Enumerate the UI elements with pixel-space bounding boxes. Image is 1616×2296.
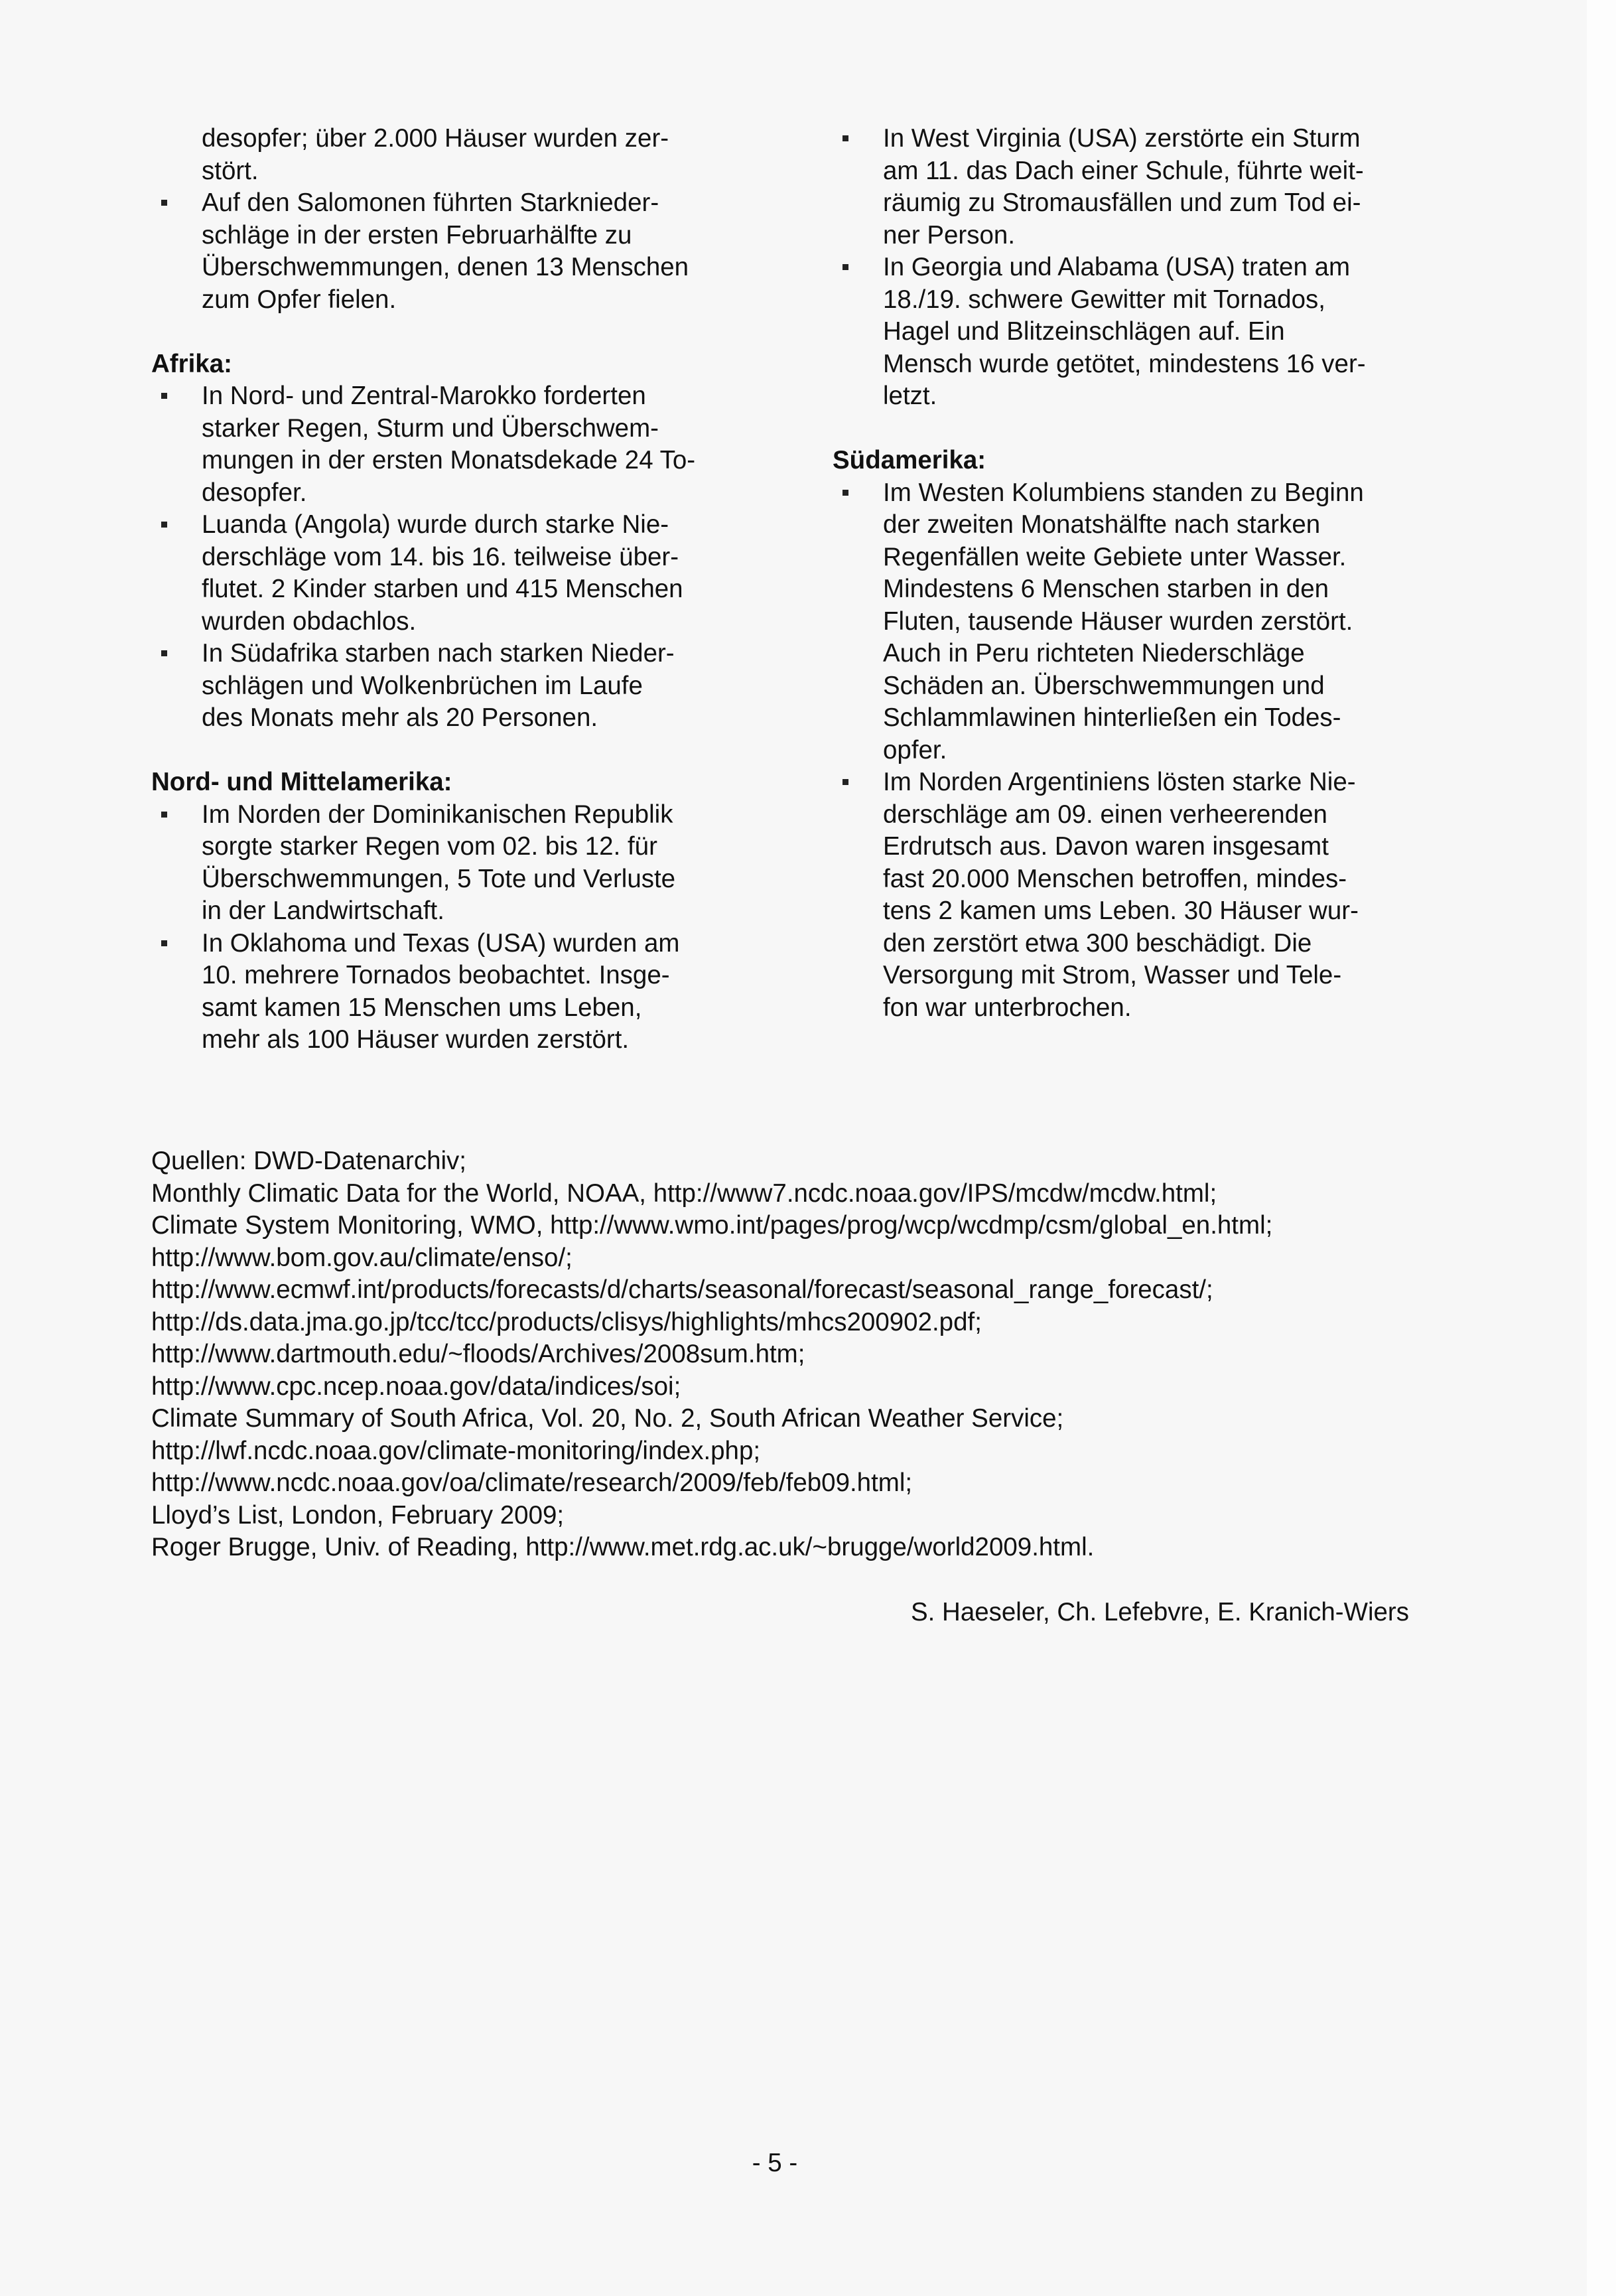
text-line: Fluten, tausende Häuser wurden zerstört. — [883, 607, 1353, 636]
text-line: stört. — [202, 156, 259, 185]
continued-paragraph — [151, 123, 735, 187]
text-line: derschläge am 09. einen verheerenden — [883, 800, 1327, 829]
text-line: Im Norden der Dominikanischen Republik — [202, 800, 673, 829]
right-column — [833, 123, 1411, 1024]
left-column — [151, 123, 735, 1056]
text-line: der zweiten Monatshälfte nach starken — [883, 510, 1321, 539]
text-line: Erdrutsch aus. Davon waren insgesamt — [883, 832, 1329, 861]
text-line: Mensch wurde getötet, mindestens 16 ver- — [883, 349, 1366, 378]
bullet-icon — [161, 200, 167, 206]
text-line: wurden obdachlos. — [202, 607, 417, 636]
source-line: http://www.ncdc.noaa.gov/oa/climate/research/2009/feb/feb09.html; — [151, 1469, 913, 1497]
text-line: Im Westen Kolumbiens standen zu Beginn — [883, 478, 1364, 507]
text-line: in der Landwirtschaft. — [202, 897, 444, 925]
list-item — [151, 509, 735, 638]
list-item — [833, 477, 1411, 767]
source-line: http://www.cpc.ncep.noaa.gov/data/indices/soi; — [151, 1372, 681, 1401]
source-line: Monthly Climatic Data for the World, NOAA, http://www7.ncdc.noaa.gov/IPS/mcdw/mcdw.html; — [151, 1179, 1217, 1208]
text-line: 18./19. schwere Gewitter mit Tornados, — [883, 285, 1325, 314]
bullet-icon — [161, 522, 167, 528]
bullet-icon — [842, 264, 848, 270]
scan-margin — [1587, 0, 1616, 2296]
text-line: desopfer. — [202, 478, 307, 507]
sources-list — [151, 1145, 1412, 1564]
text-line: Schlammlawinen hinterließen ein Todes- — [883, 703, 1341, 732]
bullet-icon — [842, 135, 848, 141]
text-line: ner Person. — [883, 220, 1016, 250]
bullet-icon — [842, 779, 848, 785]
text-line: Überschwemmungen, 5 Tote und Verluste — [202, 864, 676, 893]
text-line: In Oklahoma und Texas (USA) wurden am — [202, 928, 680, 958]
text-line: Im Norden Argentiniens lösten starke Nie- — [883, 768, 1356, 796]
text-line: samt kamen 15 Menschen ums Leben, — [202, 993, 642, 1022]
section-heading-afrika: Afrika: — [151, 349, 232, 378]
list-item — [151, 638, 735, 735]
section-heading-nord-und-mittelamerika: Nord- und Mittelamerika: — [151, 768, 452, 796]
list-item — [151, 187, 735, 316]
text-line: opfer. — [883, 735, 947, 764]
source-line: Roger Brugge, Univ. of Reading, http://www.met.rdg.ac.uk/~brugge/world2009.html. — [151, 1533, 1095, 1561]
text-line: In Nord- und Zentral-Marokko forderten — [202, 382, 646, 410]
text-line: schläge in der ersten Februarhälfte zu — [202, 220, 632, 250]
section-heading-suedamerika: Südamerika: — [833, 446, 986, 474]
bullet-icon — [161, 940, 167, 946]
source-line: http://www.ecmwf.int/products/forecasts/d/charts/seasonal/forecast/seasonal_range_forecast/; — [151, 1275, 1213, 1304]
text-line: In Südafrika starben nach starken Nieder- — [202, 639, 675, 668]
source-line: Quellen: DWD-Datenarchiv; — [151, 1147, 466, 1175]
text-line: fon war unterbrochen. — [883, 993, 1132, 1022]
source-line: Climate System Monitoring, WMO, http://www.wmo.int/pages/prog/wcp/wcdmp/csm/global_en.html; — [151, 1211, 1273, 1240]
text-line: Mindestens 6 Menschen starben in den — [883, 575, 1329, 603]
text-line: fast 20.000 Menschen betroffen, mindes- — [883, 864, 1347, 893]
source-line: Climate Summary of South Africa, Vol. 20, No. 2, South African Weather Service; — [151, 1404, 1064, 1433]
text-line: sorgte starker Regen vom 02. bis 12. für — [202, 832, 657, 861]
text-line: am 11. das Dach einer Schule, führte weit- — [883, 156, 1364, 185]
bullet-icon — [161, 650, 167, 656]
list-item — [833, 766, 1411, 1024]
text-line: den zerstört etwa 300 beschädigt. Die — [883, 928, 1312, 958]
list-item — [151, 928, 735, 1056]
text-line: derschläge vom 14. bis 16. teilweise über- — [202, 542, 679, 571]
bullet-icon — [842, 490, 848, 496]
text-line: mehr als 100 Häuser wurden zerstört. — [202, 1025, 630, 1054]
bullet-icon — [161, 393, 167, 399]
text-line: desopfer; über 2.000 Häuser wurden zer- — [202, 124, 669, 153]
authors-line: S. Haeseler, Ch. Lefebvre, E. Kranich-Wiers — [910, 1598, 1409, 1626]
list-item — [833, 123, 1411, 251]
text-line: Luanda (Angola) wurde durch starke Nie- — [202, 510, 669, 539]
text-line: Regenfällen weite Gebiete unter Wasser. — [883, 542, 1347, 571]
text-line: Auch in Peru richteten Niederschläge — [883, 639, 1305, 668]
text-line: mungen in der ersten Monatsdekade 24 To- — [202, 446, 696, 474]
text-line: räumig zu Stromausfällen und zum Tod ei- — [883, 188, 1361, 217]
text-line: tens 2 kamen ums Leben. 30 Häuser wur- — [883, 897, 1359, 925]
text-line: schlägen und Wolkenbrüchen im Laufe — [202, 671, 643, 700]
list-item — [151, 380, 735, 509]
text-line: letzt. — [883, 382, 937, 410]
text-line: In West Virginia (USA) zerstörte ein Sturm — [883, 124, 1361, 153]
list-item — [151, 799, 735, 928]
text-line: Versorgung mit Strom, Wasser und Tele- — [883, 961, 1342, 989]
source-line: http://lwf.ncdc.noaa.gov/climate-monitoring/index.php; — [151, 1436, 761, 1465]
text-line: zum Opfer fielen. — [202, 285, 397, 314]
bullet-icon — [161, 812, 167, 818]
text-line: 10. mehrere Tornados beobachtet. Insge- — [202, 961, 670, 989]
text-line: flutet. 2 Kinder starben und 415 Menschen — [202, 575, 683, 603]
text-line: Hagel und Blitzeinschlägen auf. Ein — [883, 317, 1285, 346]
text-line: Überschwemmungen, denen 13 Menschen — [202, 253, 689, 281]
text-line: Auf den Salomonen führten Starknieder- — [202, 188, 659, 217]
source-line: http://www.dartmouth.edu/~floods/Archives/2008sum.htm; — [151, 1340, 805, 1368]
source-line: Lloyd’s List, London, February 2009; — [151, 1500, 565, 1530]
text-line: des Monats mehr als 20 Personen. — [202, 703, 598, 732]
list-item — [833, 251, 1411, 413]
text-line: Schäden an. Überschwemmungen und — [883, 671, 1325, 700]
source-line: http://www.bom.gov.au/climate/enso/; — [151, 1243, 572, 1272]
text-line: starker Regen, Sturm und Überschwem- — [202, 413, 659, 443]
source-line: http://ds.data.jma.go.jp/tcc/tcc/products/clisys/highlights/mhcs200902.pdf; — [151, 1307, 982, 1336]
text-line: In Georgia und Alabama (USA) traten am — [883, 253, 1351, 281]
page-number: - 5 - — [752, 2149, 798, 2177]
